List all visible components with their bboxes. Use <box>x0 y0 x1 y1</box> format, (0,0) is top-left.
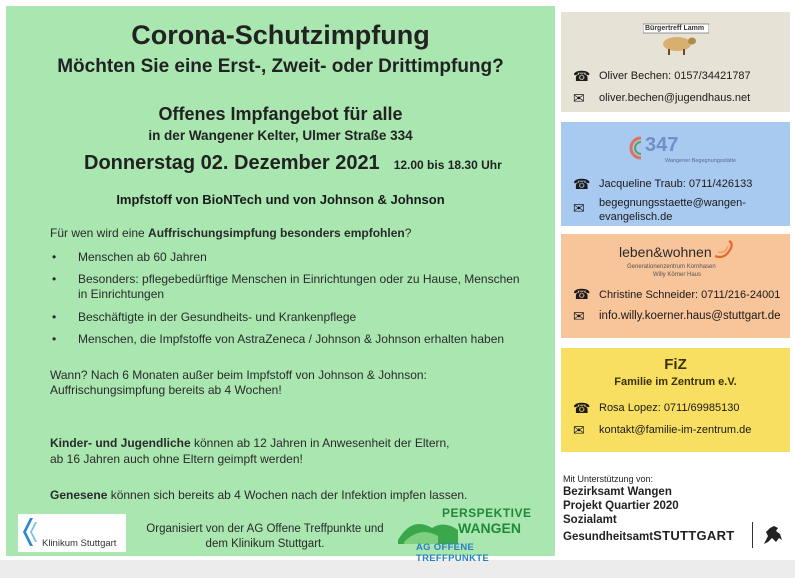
contact-phone: Oliver Bechen: 0157/34421787 <box>599 70 751 82</box>
phone-icon: ☎ <box>573 176 591 192</box>
kids-line-1: Kinder- und Jugendliche können ab 12 Jahren in Anwesenheit der Eltern, <box>50 436 450 450</box>
contact-phone: Christine Schneider: 0711/216-24001 <box>599 289 781 301</box>
contact-phone: Jacqueline Traub: 0711/426133 <box>599 178 753 190</box>
phone-icon: ☎ <box>573 400 591 416</box>
support-line: Projekt Quartier 2020 <box>563 500 679 512</box>
email-icon: ✉ <box>573 90 585 106</box>
support-line: Sozialamt <box>563 514 617 526</box>
when-line-1: Wann? Nach 6 Monaten außer beim Impfstoff von Johnson & Johnson: <box>50 368 427 382</box>
location: in der Wangener Kelter, Ulmer Straße 334 <box>148 128 413 143</box>
logo-347-sub: Wangener Begegnungsstätte <box>665 158 737 164</box>
date-line <box>84 152 502 175</box>
logo-347: 347 <box>645 134 679 156</box>
vaccine-info: Impfstoff von BioNTech und von Johnson & Johnson <box>116 192 445 207</box>
klinikum-mark-icon <box>22 518 38 546</box>
contact-card-buergertreff <box>561 12 790 112</box>
contact-card-fiz <box>561 348 790 452</box>
logo-fiz-sub: Familie im Zentrum e.V. <box>614 376 737 388</box>
email-icon: ✉ <box>573 308 585 324</box>
organized-by: Organisiert von der AG Offene Treffpunkte und dem Klinikum Stuttgart. <box>146 523 384 550</box>
contact-email[interactable]: kontakt@familie-im-zentrum.de <box>599 424 752 436</box>
logo-fiz: FiZ <box>664 356 687 373</box>
email-icon: ✉ <box>573 200 585 216</box>
event-date: Donnerstag 02. Dezember 2021 <box>84 152 380 174</box>
support-intro: Mit Unterstützung von: <box>563 474 654 484</box>
contact-email[interactable]: begegnungsstaette@wangen- evangelisch.de <box>599 197 746 223</box>
support-line-stuttgart: GesundheitsamtSTUTTGART <box>563 528 735 543</box>
swirl-logo-icon <box>713 240 735 260</box>
contact-card-leben-wohnen <box>561 234 790 338</box>
when-line-2: Auffrischungsimpfung bereits ab 4 Wochen! <box>50 383 282 397</box>
offer-heading: Offenes Impfangebot für alle <box>158 104 403 124</box>
email-icon: ✉ <box>573 422 585 438</box>
hills-icon <box>398 516 458 544</box>
contact-card-347 <box>561 122 790 226</box>
main-panel: Corona-Schutzimpfung Möchten Sie eine Erst-, Zweit- oder Drittimpfung? Offenes Impfangebot für alle in der Wangener Kelter, Ulmer Straße 334 Donnerstag 02. Dezember 2021 12.00 bis 18.30 Uhr Impfstoff von BioNTech und von Johnson & Johnson Für wen wird eine Auffrischungsimpfung besonders empfohlen? • Menschen ab 60 Jahren • Besonders: pflegebedürftige Menschen in Einrichtungen oder zu Hause, Menschen in Einrichtungen • Beschäftigte in der Gesundheits- und Krankenpflege • Menschen, die Impfstoffe von AstraZeneca / Johnson & Johnson erhalten haben Wann? Nach 6 Monaten außer beim Impfstoff von Johnson & Johnson: Auffrischungsimpfung bereits ab 4 Wochen! Kinder- und Jugendliche können ab 12 Jahren in Anwesenheit der Eltern, ab 16 Jahren auch ohne Eltern geimpft werden! Genesene können sich bereits ab 4 Wochen nach der Infektion impfen lassen. Klinikum Stuttgart Organisiert von der AG Offene Treffpunkte und dem Klinikum Stuttgart. PERSPEKTIVE WANGEN AG OFFENE TREFFPUNKTE <box>6 6 555 556</box>
contact-email[interactable]: oliver.bechen@jugendhaus.net <box>599 92 751 104</box>
logo-leben-wohnen: leben&wohnen <box>619 244 712 260</box>
phone-icon: ☎ <box>573 286 591 302</box>
logo-leben-wohnen-sub: Generationenzentrum Kornhasen <box>627 264 716 270</box>
contact-email[interactable]: info.willy.koerner.haus@stuttgart.de <box>599 310 781 322</box>
page-title: Corona-Schutzimpfung <box>131 20 430 50</box>
perspektive-wangen-logo: PERSPEKTIVE WANGEN AG OFFENE TREFFPUNKTE <box>398 506 544 556</box>
kids-line-2: ab 16 Jahren auch ohne Eltern geimpft werden! <box>50 452 303 466</box>
stuttgart-horse-icon <box>760 522 786 548</box>
klinikum-stuttgart-logo: Klinikum Stuttgart <box>18 514 126 552</box>
booster-question: Für wen wird eine Auffrischungsimpfung besonders empfohlen? <box>50 226 412 240</box>
divider <box>752 522 753 548</box>
arc-logo-icon <box>629 136 643 160</box>
logo-leben-wohnen-sub2: Willy Körner Haus <box>653 272 702 278</box>
subtitle: Möchten Sie eine Erst-, Zweit- oder Drittimpfung? <box>57 56 504 77</box>
phone-icon: ☎ <box>573 68 591 84</box>
event-time: 12.00 bis 18.30 Uhr <box>393 158 502 172</box>
buergertreff-label: Bürgertreff Lamm <box>645 25 705 32</box>
support-line: Bezirksamt Wangen <box>563 486 672 498</box>
recovered-line: Genesene können sich bereits ab 4 Wochen nach der Infektion impfen lassen. <box>50 488 468 502</box>
contact-phone: Rosa Lopez: 0711/69985130 <box>599 402 740 414</box>
